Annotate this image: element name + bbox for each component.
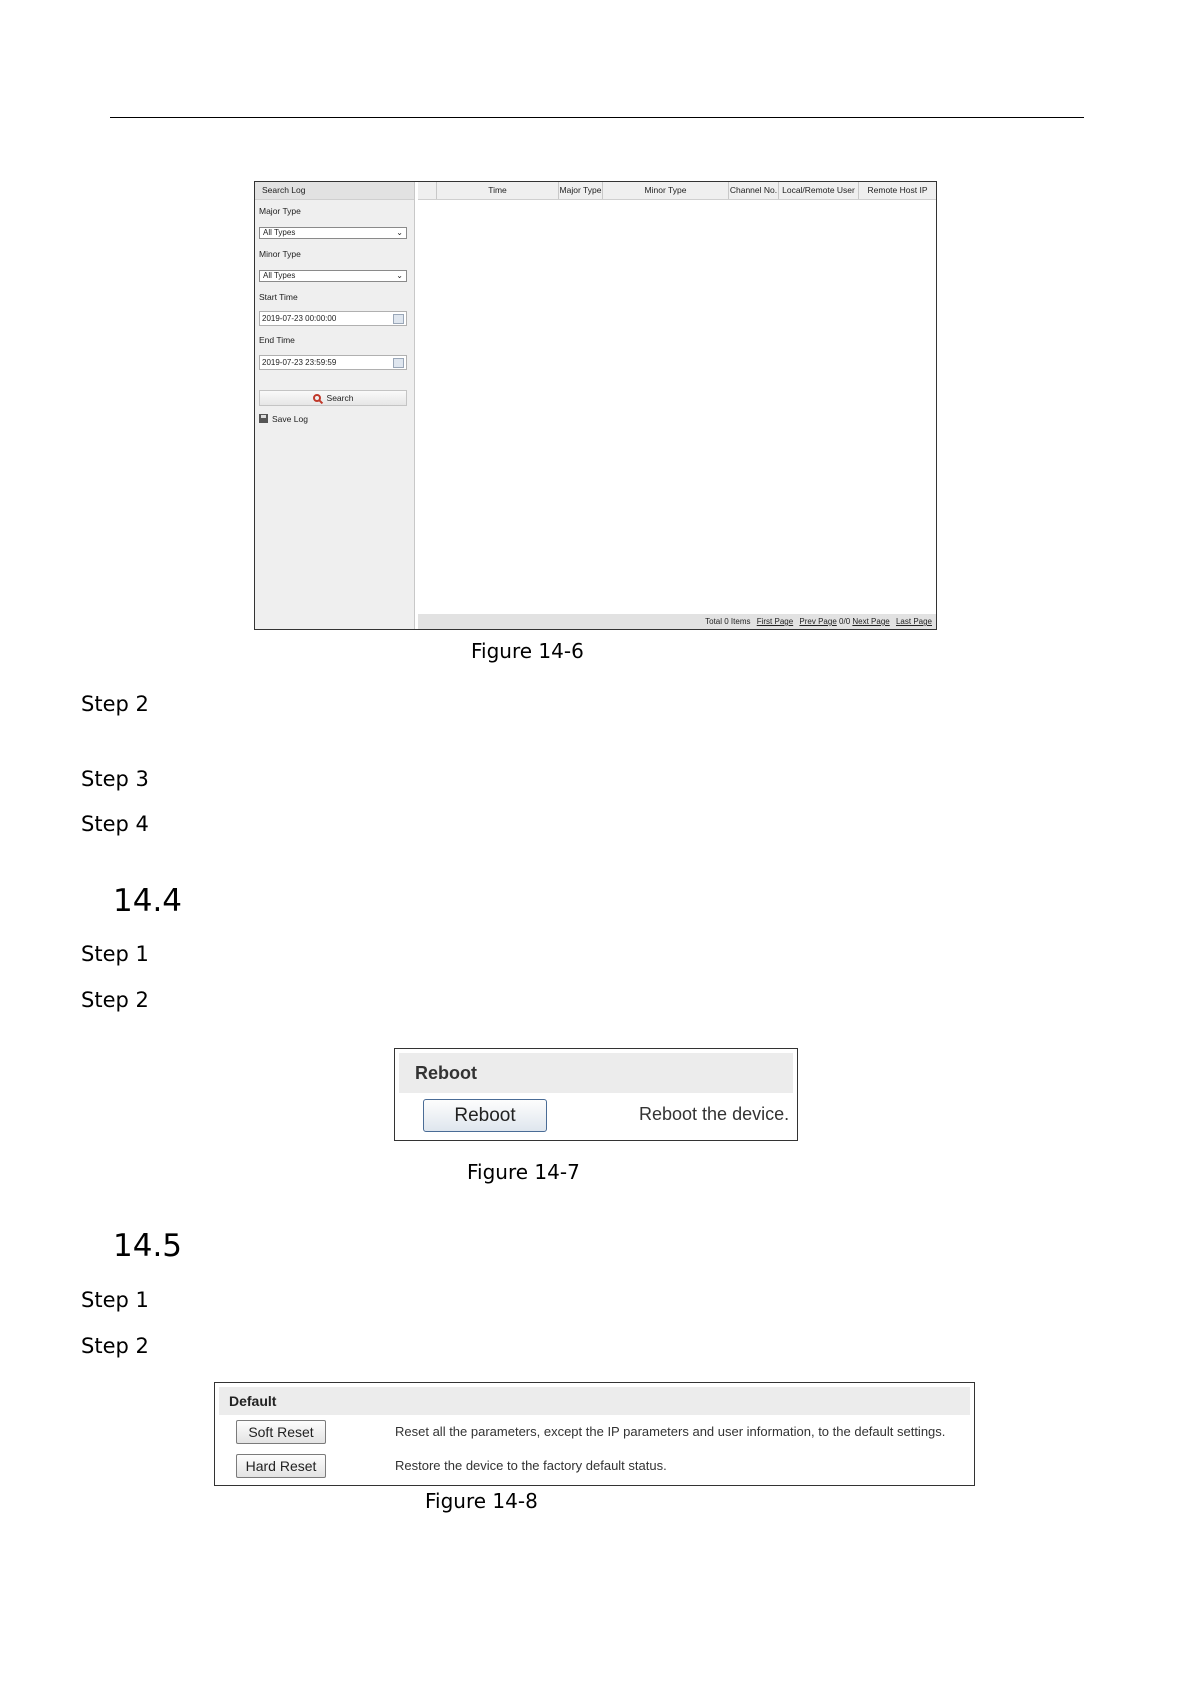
reboot-title: Reboot — [399, 1053, 793, 1093]
prev-page-link[interactable]: Prev Page — [799, 617, 837, 626]
step-label: Step 1 — [81, 942, 149, 966]
save-log-link[interactable] — [259, 414, 308, 424]
save-log-label: Save Log — [272, 414, 308, 424]
chevron-down-icon: ⌄ — [396, 228, 403, 237]
soft-reset-description: Reset all the parameters, except the IP parameters and user information, to the default settings. — [395, 1424, 946, 1439]
step-label: Step 2 — [81, 988, 149, 1012]
panel-title: Search Log — [255, 182, 414, 200]
calendar-icon[interactable] — [393, 358, 404, 368]
reboot-button[interactable]: Reboot — [423, 1099, 547, 1132]
pagination-bar — [418, 614, 936, 629]
log-results-panel — [418, 182, 936, 629]
reboot-description: Reboot the device. — [639, 1104, 790, 1124]
column-header-channel-no: Channel No. — [728, 182, 778, 199]
step-label: Step 3 — [81, 767, 149, 791]
log-search-screenshot — [254, 181, 937, 630]
column-header-remote-host-ip: Remote Host IP — [858, 182, 936, 199]
hard-reset-description: Restore the device to the factory default status. — [395, 1458, 667, 1473]
section-number: 14.4 — [113, 883, 183, 919]
start-time-input[interactable] — [259, 311, 407, 326]
table-header — [418, 182, 936, 200]
end-time-value: 2019-07-23 23:59:59 — [262, 358, 337, 367]
figure-caption: Figure 14-7 — [467, 1160, 580, 1184]
chevron-down-icon: ⌄ — [396, 271, 403, 280]
page-indicator: 0/0 — [839, 617, 851, 626]
figure-caption: Figure 14-6 — [471, 639, 584, 663]
column-header-user: Local/Remote User — [778, 182, 858, 199]
default-title: Default — [219, 1387, 970, 1415]
last-page-link[interactable]: Last Page — [895, 617, 932, 626]
search-icon — [313, 394, 321, 402]
step-label: Step 1 — [81, 1288, 149, 1312]
step-label: Step 2 — [81, 692, 149, 716]
hard-reset-button[interactable]: Hard Reset — [236, 1454, 326, 1478]
major-type-label: Major Type — [259, 206, 301, 216]
minor-type-label: Minor Type — [259, 249, 301, 259]
search-button[interactable] — [259, 390, 407, 406]
start-time-label: Start Time — [259, 292, 298, 302]
figure-caption: Figure 14-8 — [425, 1489, 538, 1513]
end-time-input[interactable] — [259, 355, 407, 370]
minor-type-value: All Types — [263, 271, 296, 280]
column-header-major-type: Major Type — [558, 182, 602, 199]
major-type-value: All Types — [263, 228, 296, 237]
total-items: Total 0 Items — [705, 617, 751, 626]
search-log-panel — [255, 182, 415, 629]
end-time-label: End Time — [259, 335, 295, 345]
section-number: 14.5 — [113, 1228, 183, 1264]
search-button-label: Search — [326, 393, 354, 403]
column-header-time: Time — [436, 182, 558, 199]
header-rule — [110, 117, 1084, 118]
soft-reset-button[interactable]: Soft Reset — [236, 1420, 326, 1444]
calendar-icon[interactable] — [393, 314, 404, 324]
minor-type-select[interactable] — [259, 270, 407, 282]
start-time-value: 2019-07-23 00:00:00 — [262, 314, 337, 323]
reboot-screenshot — [394, 1048, 798, 1141]
column-header-minor-type: Minor Type — [602, 182, 728, 199]
first-page-link[interactable]: First Page — [756, 617, 794, 626]
next-page-link[interactable]: Next Page — [852, 617, 890, 626]
default-screenshot — [214, 1382, 975, 1486]
major-type-select[interactable] — [259, 227, 407, 239]
step-label: Step 2 — [81, 1334, 149, 1358]
step-label: Step 4 — [81, 812, 149, 836]
save-icon — [259, 414, 268, 423]
